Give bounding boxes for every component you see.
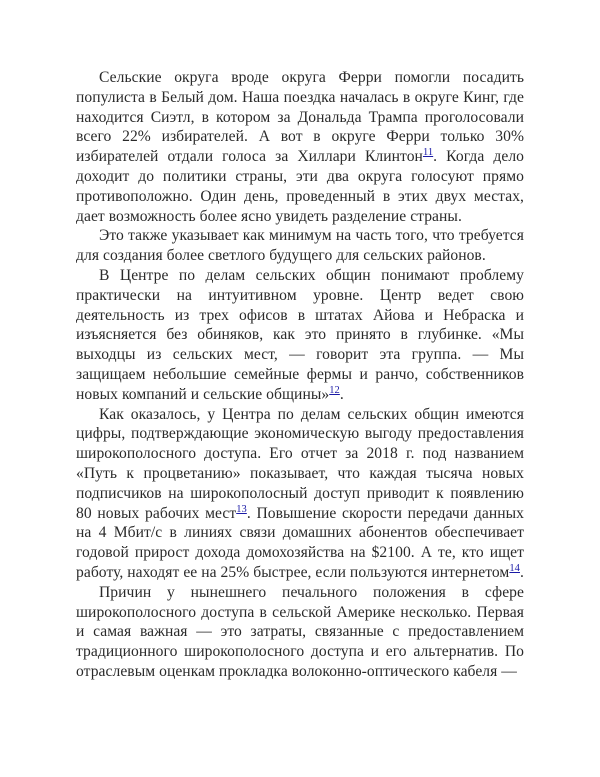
paragraph-2 — [76, 226, 524, 266]
paragraph-4 — [76, 405, 524, 583]
paragraph-5 — [76, 583, 524, 682]
paragraph-text: . Когда дело доходит до политики страны, эти два округа голосуют прямо противоположно. Один день, проведенный в этих двух местах, дает возможность более ясно увидеть разделение страны. — [76, 148, 525, 225]
paragraph-text: Причин у нынешнего печального положения в сфере широкополосного доступа в сельской Америке несколько. Первая и самая важная — это затраты, связанные с предоставлением традиционного широкополосного доступа и его альтернатив. По отраслевым оценкам прокладка волоконно-оптического кабеля — — [76, 583, 524, 680]
paragraph-text: . — [339, 385, 344, 403]
paragraph-1 — [76, 68, 524, 226]
paragraph-text: Как оказалось, у Центра по делам сельских общин имеются цифры, подтверждающие экономическую выгоду предоставления широкополосного доступа. Его отчет за 2018 г. под названием «Путь к процветанию» показывает, что каждая тысяча новых подписчиков на широкополосный доступ приводит к появлению 80 новых рабочих мест — [76, 405, 524, 522]
paragraph-text: В Центре по делам сельских общин понимают проблему практически на интуитивном уровне. Центр ведет свою деятельность из трех офисов в штатах Айова и Небраска и изъясняется без обиняков, как это принято в глубинке. «Мы выходцы из сельских мест, — говорит эта группа. — Мы защищаем небольшие семейные фермы и ранчо, собственников новых компаний и сельские общины» — [76, 266, 524, 403]
footnote-link-14[interactable]: 14 — [509, 562, 520, 574]
footnote-link-12[interactable]: 12 — [329, 384, 340, 396]
paragraph-text: Это также указывает как минимум на часть того, что требуется для создания более светлого будущего для сельских районов. — [76, 227, 524, 265]
paragraph-text: Сельские округа вроде округа Ферри помогли посадить популиста в Белый дом. Наша поездка началась в округе Кинг, где находится Сиэтл, в котором за Дональда Трампа проголосовали всего 22% избирателей. А вот в округе Ферри только 30% избирателей отдали голоса за Хиллари Клинтон — [76, 69, 524, 166]
footnote-link-11[interactable]: 11 — [422, 147, 434, 159]
document-page — [76, 68, 524, 682]
footnote-link-13[interactable]: 13 — [236, 503, 247, 515]
paragraph-3 — [76, 266, 524, 405]
paragraph-text: . Повышение скорости передачи данных на 4 Мбит/с в линиях связи домашних абонентов обеспечивает годовой прирост дохода домохозяйства на $2100. А те, кто ищет работу, находят ее на 25% быстрее, если пользуются интернетом — [76, 504, 525, 581]
paragraph-text: . — [519, 563, 524, 581]
